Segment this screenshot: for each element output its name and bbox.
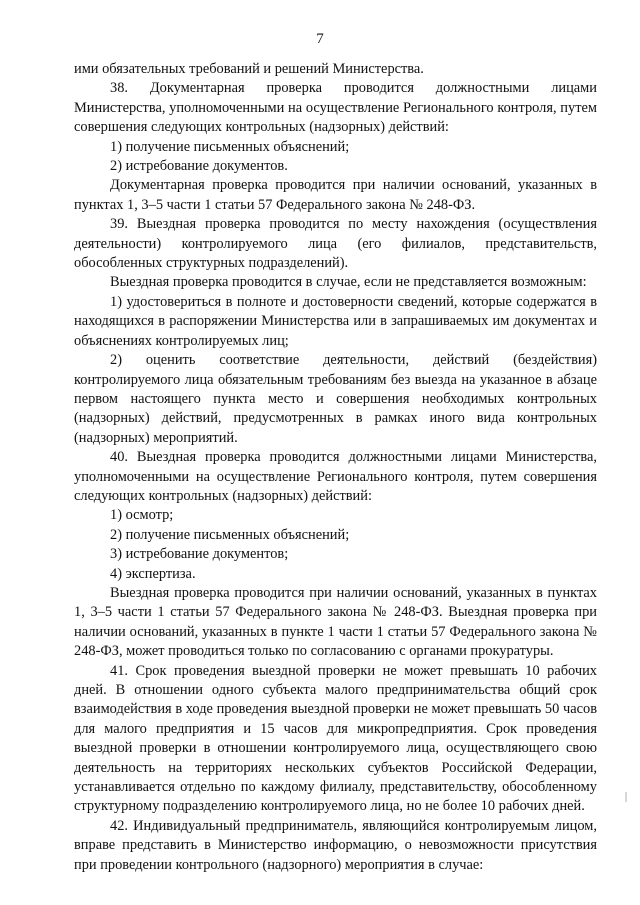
list-item: 1) удостовериться в полноте и достоверности сведений, которые содержатся в находящихся в распоряжении Министерства или в запрашиваемых им документах и объяснениях контролируемых лиц; xyxy=(74,293,597,349)
paragraph-item-41: 41. Срок проведения выездной проверки не может превышать 10 рабочих дней. В отношении одного субъекта малого предпринимательства общий срок взаимодействия в ходе проведения выездной проверки не может превышать 50 часов для малого предприятия и 15 часов для микропредприятия. Срок проведения выездной проверки в отношении контролируемого лица, осуществляющего свою деятельность на территориях нескольких субъектов Российской Федерации, устанавливается отдельно по каждому филиалу, представительству, обособленному структурному подразделению контролируемого лица, но не более 10 рабочих дней. xyxy=(74,662,597,815)
list-item: 3) истребование документов; xyxy=(110,546,289,563)
document-body xyxy=(74,60,597,875)
list-item: 2) истребование документов. xyxy=(110,158,288,175)
paragraph-item-38: 38. Документарная проверка проводится должностными лицами Министерства, уполномоченными на осуществление Регионального контроля, путем совершения следующих контрольных (надзорных) действий: xyxy=(74,80,597,136)
paragraph-item-39: 39. Выездная проверка проводится по месту нахождения (осуществления деятельности) контролируемого лица (его филиалов, представительств, обособленных структурных подразделений). xyxy=(74,216,597,272)
list-item: 2) оценить соответствие деятельности, действий (бездействия) контролируемого лица обязательным требованиям без выезда на указанное в абзаце первом настоящего пункта место и совершения необходимых контрольных (надзорных) действий, предусмотренных в рамках иного вида контрольных (надзорных) мероприятий. xyxy=(74,352,597,446)
paragraph-item-40: 40. Выездная проверка проводится должностными лицами Министерства, уполномоченными на осуществление Регионального контроля, путем совершения следующих контрольных (надзорных) действий: xyxy=(74,449,597,504)
list-item: 4) экспертиза. xyxy=(110,565,196,582)
paragraph: Выездная проверка проводится при наличии оснований, указанных в пунктах 1, 3–5 части 1 статьи 57 Федерального закона № 248-ФЗ. Выездная проверка при наличии оснований, указанных в пункте 1 части 1 статьи 57 Федерального закона № 248-ФЗ, может проводиться только по согласованию с органами прокуратуры. xyxy=(74,584,597,660)
list-item: 1) получение письменных объяснений; xyxy=(110,138,350,155)
paragraph: Документарная проверка проводится при наличии оснований, указанных в пунктах 1, 3–5 части 1 статьи 57 Федерального закона № 248-ФЗ. xyxy=(74,177,597,213)
page-number: 7 xyxy=(316,31,324,47)
paragraph-continuation: ими обязательных требований и решений Министерства. xyxy=(74,61,424,77)
scan-artifact xyxy=(625,792,627,802)
list-item: 2) получение письменных объяснений; xyxy=(110,526,350,543)
list-item: 1) осмотр; xyxy=(110,507,174,524)
paragraph-item-42: 42. Индивидуальный предприниматель, являющийся контролируемым лицом, вправе представить в Министерство информацию, о невозможности присутствия при проведении контрольного (надзорного) мероприятия в случае: xyxy=(74,817,597,873)
paragraph: Выездная проверка проводится в случае, если не представляется возможным: xyxy=(110,274,587,291)
